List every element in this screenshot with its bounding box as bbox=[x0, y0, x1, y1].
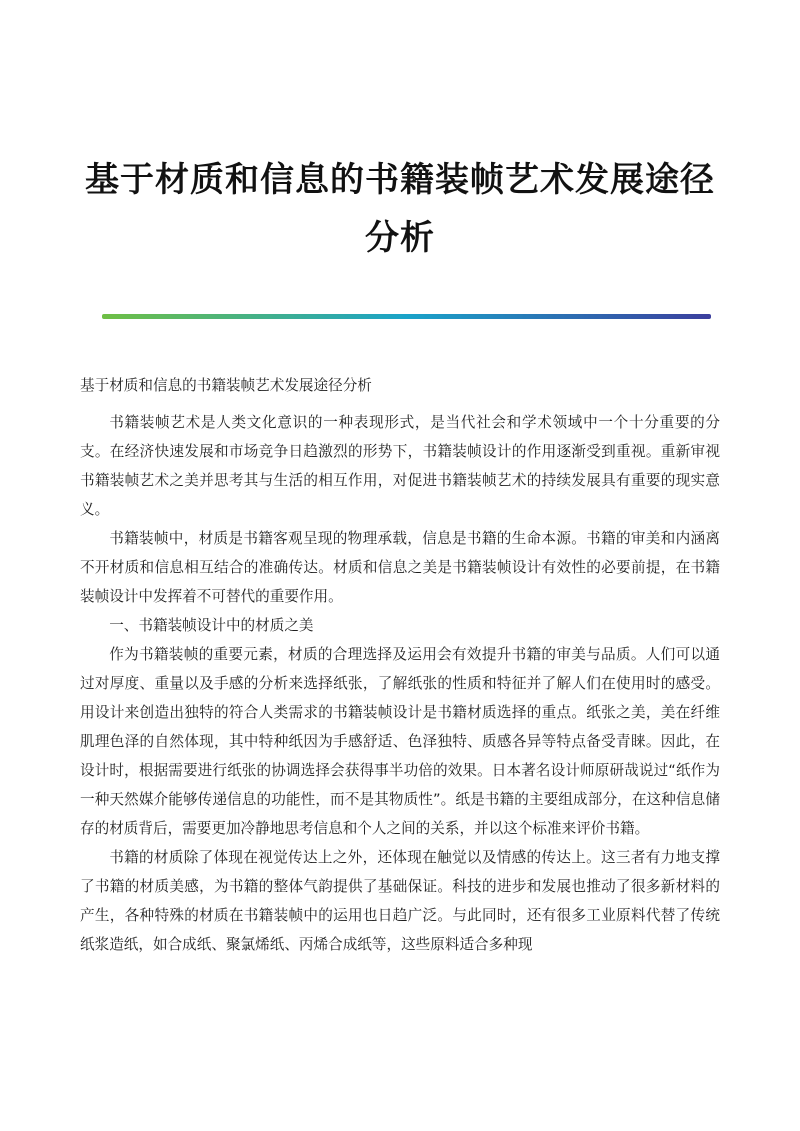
body-paragraph-touch: 书籍的材质除了体现在视觉传达上之外，还体现在触觉以及情感的传达上。这三者有力地支撑了书籍的材质美感，为书籍的整体气韵提供了基础保证。科技的进步和发展也推动了很多新材料的产生，各种特殊的材质在书籍装帧中的运用也日趋广泛。与此同时，还有很多工业原料代替了传统纸浆造纸，如合成纸、聚氯烯纸、丙烯合成纸等，这些原料适合多种现 bbox=[80, 849, 720, 953]
document-body bbox=[80, 371, 720, 959]
document-title: 基于材质和信息的书籍装帧艺术发展途径分析 bbox=[85, 160, 715, 258]
title-divider-rule bbox=[102, 314, 711, 319]
section-heading-material: 一、书籍装帧设计中的材质之美 bbox=[109, 617, 314, 634]
body-paragraph-material-info: 书籍装帧中，材质是书籍客观呈现的物理承载，信息是书籍的生命本源。书籍的审美和内涵离不开材质和信息相互结合的准确传达。材质和信息之美是书籍装帧设计有效性的必要前提，在书籍装帧设计中发挥着不可替代的重要作用。 bbox=[80, 530, 720, 605]
document-subtitle: 基于材质和信息的书籍装帧艺术发展途径分析 bbox=[80, 377, 372, 394]
body-paragraph-intro: 书籍装帧艺术是人类文化意识的一种表现形式，是当代社会和学术领域中一个十分重要的分支。在经济快速发展和市场竞争日趋激烈的形势下，书籍装帧设计的作用逐渐受到重视。重新审视书籍装帧艺术之美并思考其与生活的相互作用，对促进书籍装帧艺术的持续发展具有重要的现实意义。 bbox=[80, 414, 720, 518]
body-paragraph-paper: 作为书籍装帧的重要元素，材质的合理选择及运用会有效提升书籍的审美与品质。人们可以通过对厚度、重量以及手感的分析来选择纸张，了解纸张的性质和特征并了解人们在使用时的感受。用设计来创造出独特的符合人类需求的书籍装帧设计是书籍材质选择的重点。纸张之美，美在纤维肌理色泽的自然体现，其中特种纸因为手感舒适、色泽独特、质感各异等特点备受青睐。因此，在设计时，根据需要进行纸张的协调选择会获得事半功倍的效果。日本著名设计师原研哉说过“纸作为一种天然媒介能够传递信息的功能性，而不是其物质性”。纸是书籍的主要组成部分，在这种信息储存的材质背后，需要更加冷静地思考信息和个人之间的关系，并以这个标准来评价书籍。 bbox=[80, 646, 720, 837]
